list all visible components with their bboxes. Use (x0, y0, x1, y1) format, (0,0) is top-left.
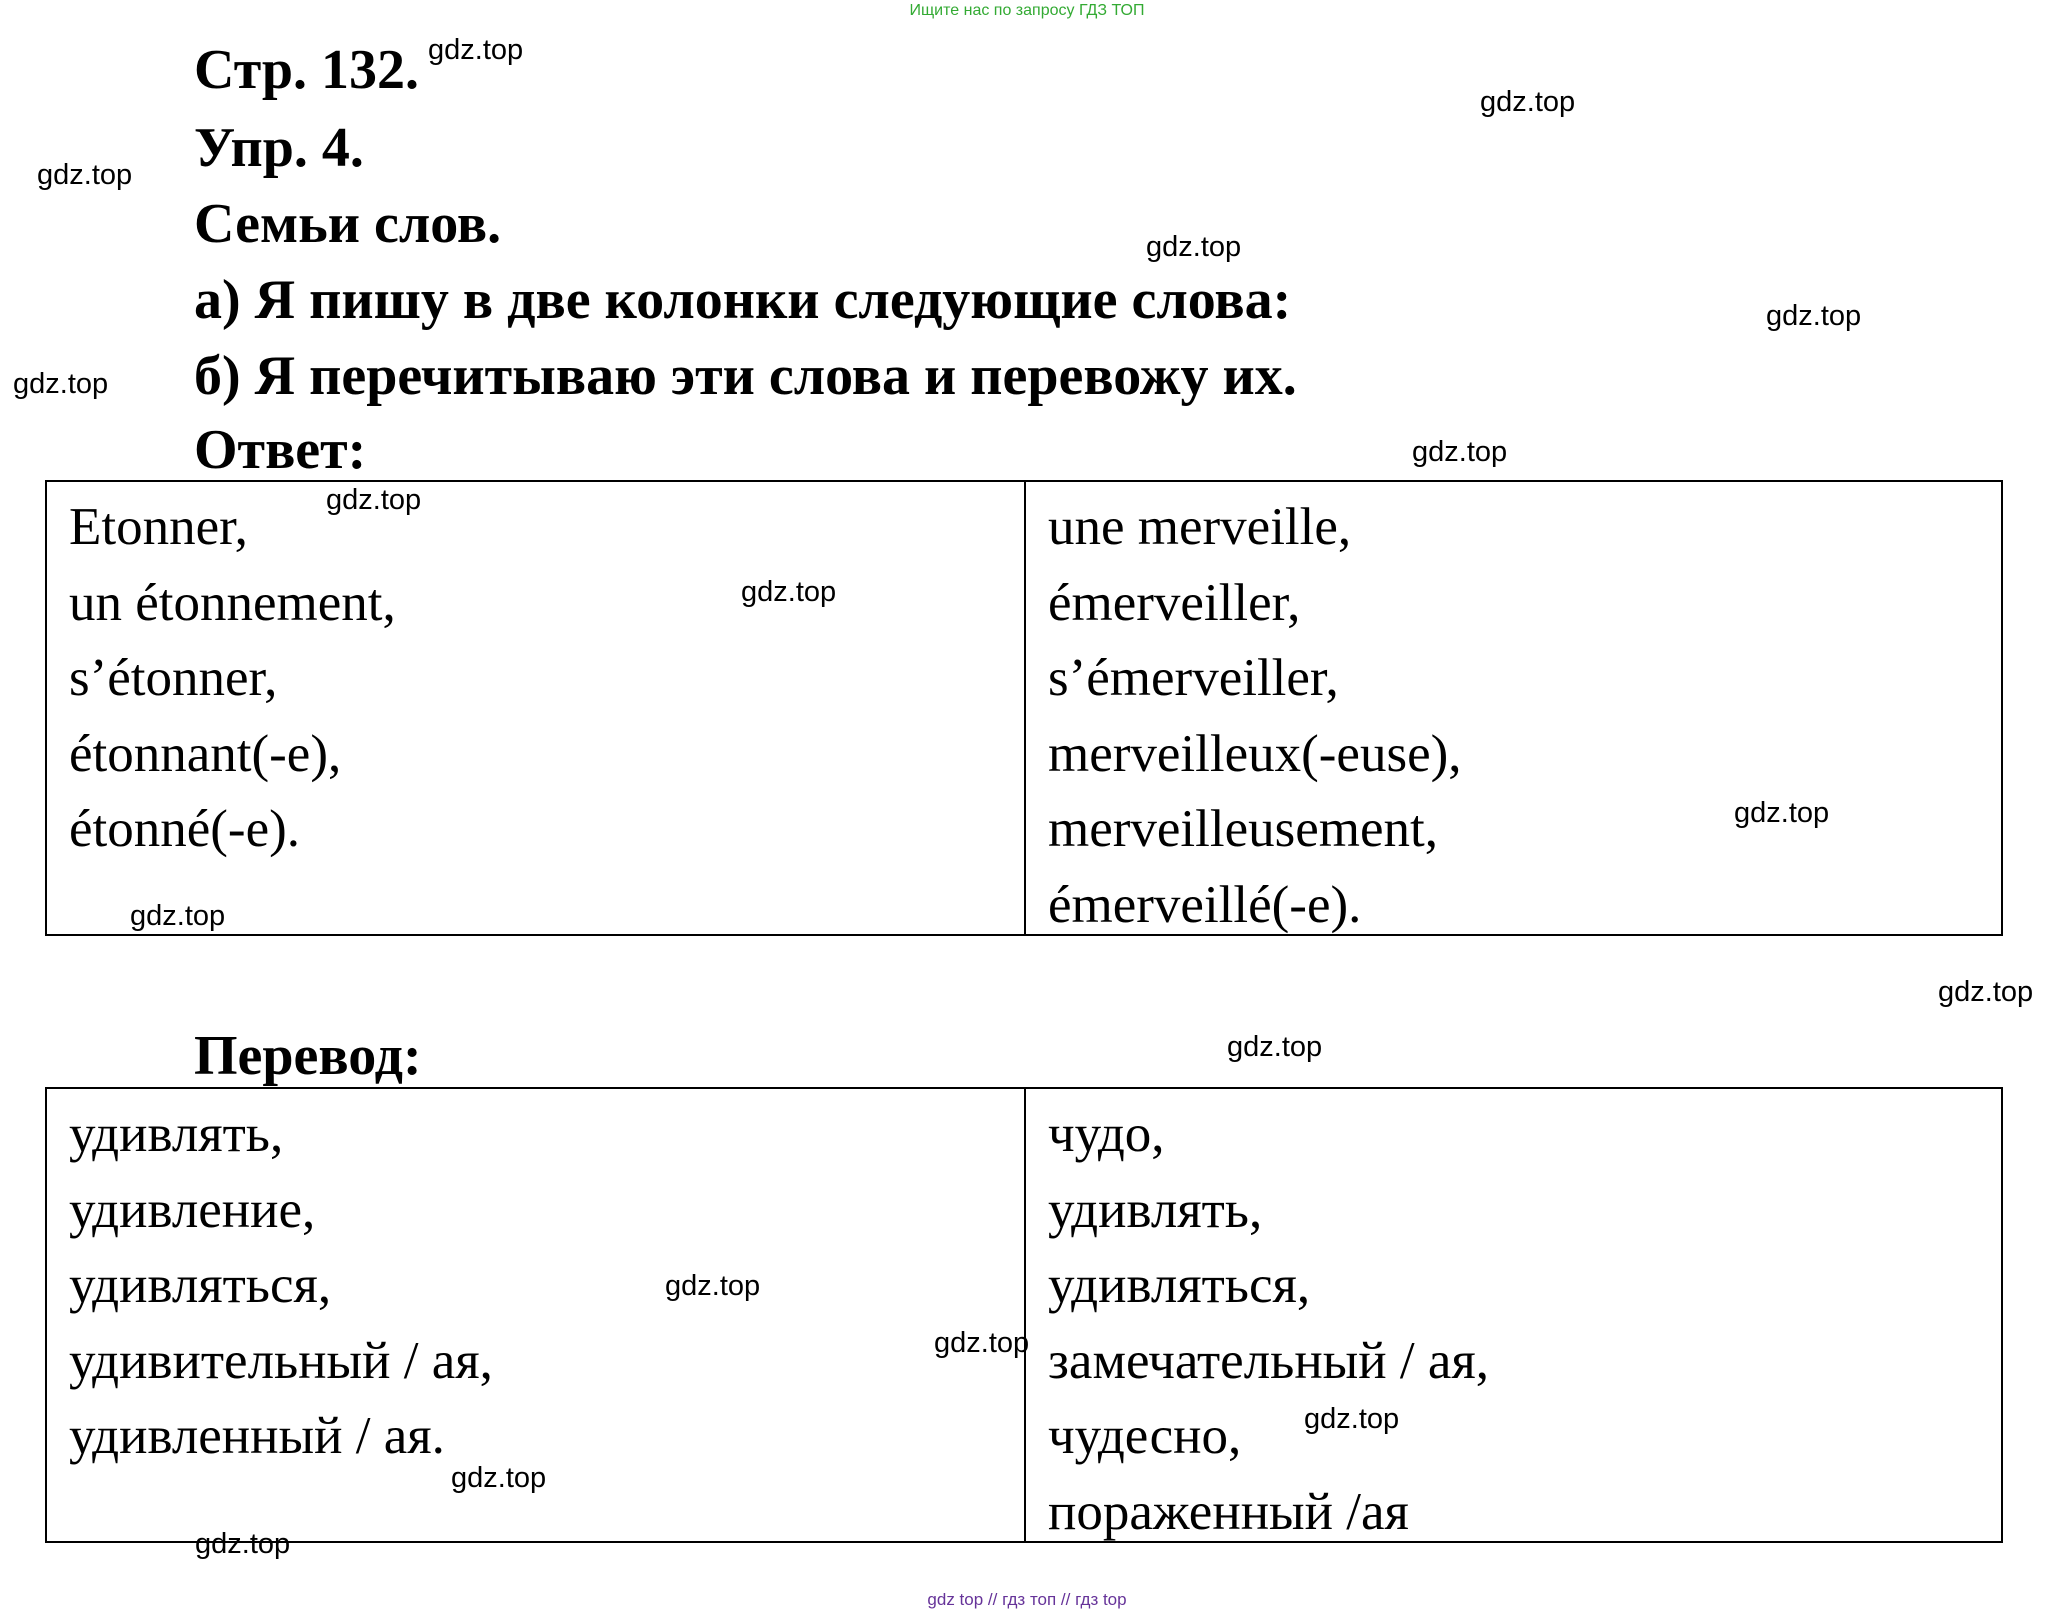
translation-label: Перевод: (194, 1025, 422, 1087)
exercise-number: Упр. 4. (194, 117, 364, 179)
translation-right-word: удивляться, (1048, 1256, 1311, 1314)
watermark: gdz.top (428, 34, 524, 66)
answer-left-word: un étonnement, (69, 573, 396, 632)
translation-left-word: удивительный / ая, (69, 1331, 493, 1390)
watermark: gdz.top (195, 1528, 291, 1560)
translation-left-word: удивленный / ая. (69, 1407, 445, 1465)
translation-right-word: пораженный /ая (1048, 1482, 1409, 1541)
page-number: Стр. 132. (194, 39, 420, 101)
translation-right-word: удивлять, (1048, 1180, 1263, 1239)
watermark: gdz.top (1146, 231, 1242, 263)
search-hint-banner: Ищите нас по запросу ГДЗ ТОП (909, 2, 1145, 19)
answer-right-word: merveilleusement, (1048, 800, 1438, 858)
translation-right-word: замечательный / ая, (1048, 1331, 1490, 1390)
translation-left-word: удивляться, (69, 1256, 332, 1314)
translation-table (45, 1087, 2003, 1543)
translation-left-word: удивлять, (69, 1105, 284, 1163)
watermark: gdz.top (451, 1462, 547, 1494)
watermark: gdz.top (13, 368, 109, 400)
answer-left-word: Etonner, (69, 498, 248, 556)
translation-column-right (1026, 1089, 2001, 1541)
answer-column-right (1026, 482, 2001, 934)
watermark: gdz.top (741, 576, 837, 608)
answer-left-word: étonné(-e). (69, 800, 300, 858)
answer-right-word: émerveiller, (1048, 573, 1301, 632)
watermark: gdz.top (1227, 1031, 1323, 1063)
answer-right-word: merveilleux(-euse), (1048, 724, 1462, 783)
watermark: gdz.top (934, 1327, 1030, 1359)
answer-label: Ответ: (194, 419, 367, 481)
watermark: gdz.top (1304, 1403, 1400, 1435)
answer-right-word: émerveillé(-e). (1048, 875, 1362, 934)
footer-watermark: gdz top // гдз топ // гдз top (927, 1590, 1127, 1609)
translation-left-word: удивление, (69, 1180, 316, 1239)
watermark: gdz.top (130, 900, 226, 932)
answer-column-left (47, 482, 1026, 934)
answer-left-word: s’étonner, (69, 649, 278, 707)
watermark: gdz.top (37, 159, 133, 191)
watermark: gdz.top (1734, 797, 1830, 829)
watermark: gdz.top (1766, 300, 1862, 332)
answer-right-word: une merveille, (1048, 498, 1352, 556)
watermark: gdz.top (326, 484, 422, 516)
translation-right-word: чудо, (1048, 1105, 1165, 1163)
topic-title: Семьи слов. (194, 193, 502, 255)
answer-left-word: étonnant(-e), (69, 724, 342, 783)
answer-table (45, 480, 2003, 936)
watermark: gdz.top (1480, 86, 1576, 118)
watermark: gdz.top (665, 1270, 761, 1302)
task-b: б) Я перечитываю эти слова и перевожу их. (194, 345, 1297, 407)
translation-right-word: чудесно, (1048, 1407, 1242, 1465)
watermark: gdz.top (1938, 976, 2034, 1008)
watermark: gdz.top (1412, 436, 1508, 468)
task-a: а) Я пишу в две колонки следующие слова: (194, 269, 1292, 331)
answer-right-word: s’émerveiller, (1048, 649, 1339, 707)
